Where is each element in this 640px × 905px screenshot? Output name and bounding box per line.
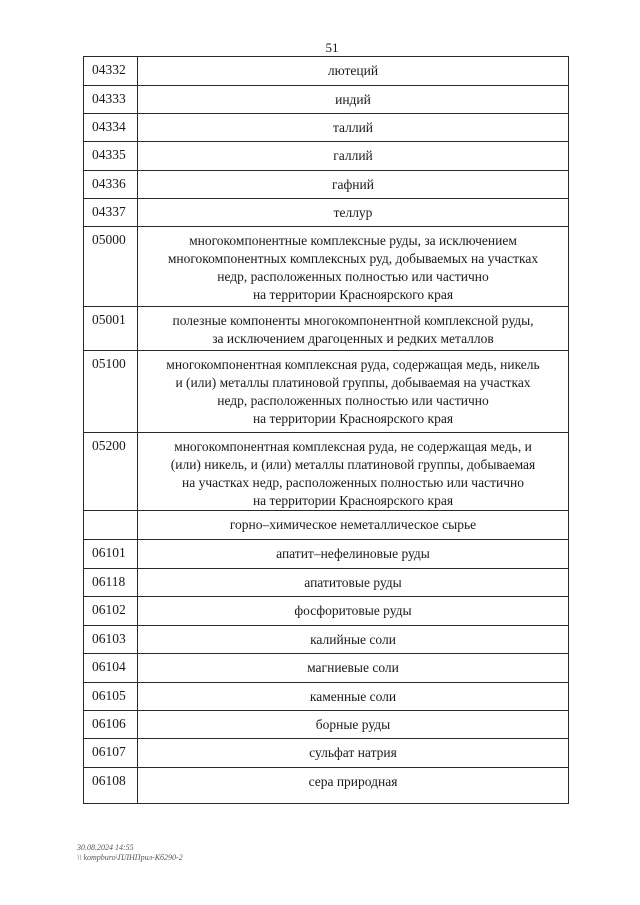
row-name: сульфат натрия: [138, 739, 569, 768]
footer-timestamp: 30.08.2024 14:55: [77, 843, 134, 852]
row-code: 04333: [84, 86, 138, 114]
row-code: 04337: [84, 199, 138, 227]
row-name-line: многокомпонентная комплексная руда, не содержащая медь, и: [174, 439, 532, 454]
codes-table: [83, 56, 569, 804]
row-name-line: недр, расположенных полностью или частично: [217, 269, 489, 284]
row-name-line: полезные компоненты многокомпонентной комплексной руды,: [172, 313, 534, 328]
row-name-line: на территории Красноярского края: [252, 411, 454, 426]
table-row: [84, 683, 569, 711]
row-name: [138, 433, 569, 511]
row-name: горно–химическое неметаллическое сырье: [138, 511, 569, 540]
table-row: [84, 626, 569, 654]
row-name-line: на территории Красноярского края: [252, 493, 454, 508]
row-code: 04332: [84, 57, 138, 86]
page-number: 51: [325, 40, 339, 55]
table-row: [84, 114, 569, 142]
row-name-line: на участках недр, расположенных полностью или частично: [182, 475, 524, 490]
row-name: галлий: [138, 142, 569, 171]
row-code: 06101: [84, 540, 138, 569]
row-name: [138, 307, 569, 351]
table-row: [84, 57, 569, 86]
table-row: [84, 711, 569, 739]
row-code: 04336: [84, 171, 138, 199]
table-row: [84, 171, 569, 199]
row-code: 06108: [84, 768, 138, 804]
row-name: апатит–нефелиновые руды: [138, 540, 569, 569]
footer-file-path: \\ kompburo\ПЛНПрил-Кб290-2: [77, 853, 183, 862]
row-name: лютеций: [138, 57, 569, 86]
row-name-line: (или) никель, и (или) металлы платиновой группы, добываемая: [170, 457, 536, 472]
row-name: каменные соли: [138, 683, 569, 711]
footer-stamp: [77, 843, 183, 863]
row-code: 04334: [84, 114, 138, 142]
table-row: [84, 511, 569, 540]
row-code: 06105: [84, 683, 138, 711]
row-name: сера природная: [138, 768, 569, 804]
row-code: 05001: [84, 307, 138, 351]
row-name-line: и (или) металлы платиновой группы, добываемая на участках: [175, 375, 531, 390]
row-name-line: за исключением драгоценных и редких металлов: [212, 331, 494, 346]
row-code: 06104: [84, 654, 138, 683]
table-row: [84, 351, 569, 433]
table-row: [84, 654, 569, 683]
row-code: 05100: [84, 351, 138, 433]
row-name: теллур: [138, 199, 569, 227]
row-name: апатитовые руды: [138, 569, 569, 597]
row-code: 06107: [84, 739, 138, 768]
row-name: калийные соли: [138, 626, 569, 654]
row-code: 06106: [84, 711, 138, 739]
codes-table-body: [84, 57, 569, 804]
table-row: [84, 569, 569, 597]
row-code: [84, 511, 138, 540]
row-name: борные руды: [138, 711, 569, 739]
row-code: 06118: [84, 569, 138, 597]
row-name-line: многокомпонентные комплексные руды, за исключением: [189, 233, 517, 248]
table-row: [84, 433, 569, 511]
row-name: [138, 227, 569, 307]
table-row: [84, 307, 569, 351]
row-code: 06102: [84, 597, 138, 626]
row-name: [138, 351, 569, 433]
row-code: 05000: [84, 227, 138, 307]
row-code: 06103: [84, 626, 138, 654]
row-name: фосфоритовые руды: [138, 597, 569, 626]
table-row: [84, 199, 569, 227]
row-name-line: многокомпонентная комплексная руда, содержащая медь, никель: [166, 357, 540, 372]
table-row: [84, 227, 569, 307]
table-row: [84, 86, 569, 114]
row-name: магниевые соли: [138, 654, 569, 683]
row-name: таллий: [138, 114, 569, 142]
table-row: [84, 540, 569, 569]
table-row: [84, 597, 569, 626]
row-name: гафний: [138, 171, 569, 199]
row-name-line: недр, расположенных полностью или частично: [217, 393, 489, 408]
table-row: [84, 739, 569, 768]
table-row: [84, 142, 569, 171]
row-name: индий: [138, 86, 569, 114]
row-name-line: многокомпонентных комплексных руд, добываемых на участках: [167, 251, 539, 266]
table-row: [84, 768, 569, 804]
row-name-line: на территории Красноярского края: [252, 287, 454, 302]
row-code: 04335: [84, 142, 138, 171]
row-code: 05200: [84, 433, 138, 511]
